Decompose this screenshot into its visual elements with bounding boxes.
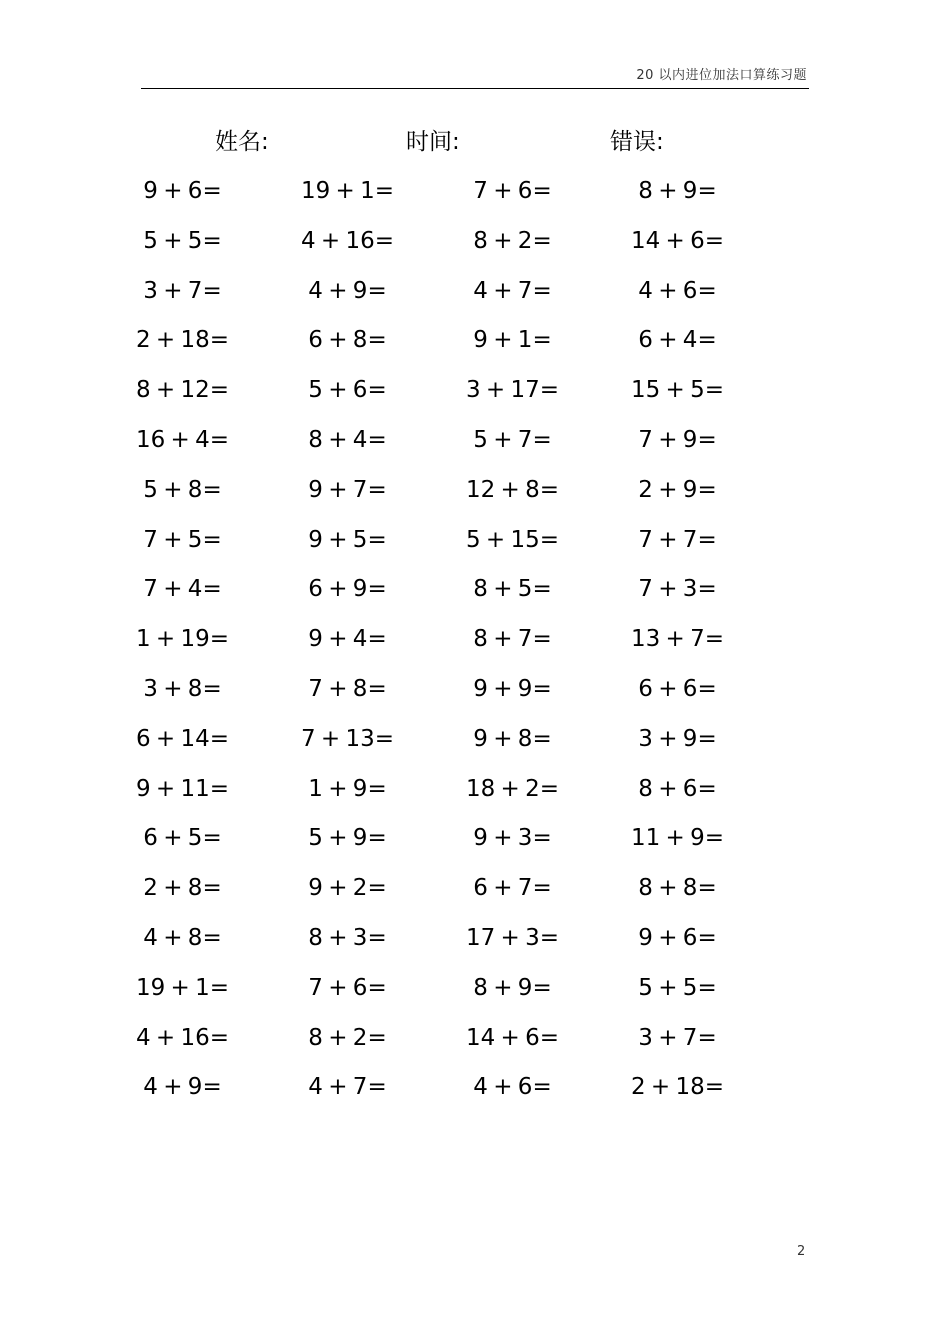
math-problem: 5 + 6= [308, 377, 387, 404]
header-divider [141, 88, 809, 89]
math-problem: 3 + 8= [143, 675, 222, 702]
math-problem: 1 + 9= [308, 775, 387, 802]
math-problem: 7 + 13= [300, 725, 395, 752]
math-problem: 8 + 7= [473, 626, 552, 653]
math-problem: 6 + 5= [143, 825, 222, 852]
math-problem: 9 + 3= [473, 825, 552, 852]
math-problem: 9 + 5= [308, 526, 387, 553]
math-problem: 4 + 9= [143, 1074, 222, 1101]
math-problem: 7 + 3= [638, 576, 717, 603]
name-label: 姓名: [215, 129, 269, 155]
math-problem: 7 + 5= [143, 526, 222, 553]
math-problem: 12 + 8= [465, 476, 560, 503]
math-problem: 6 + 4= [638, 327, 717, 354]
math-problem: 5 + 8= [143, 476, 222, 503]
math-problem: 1 + 19= [135, 626, 230, 653]
math-problem: 3 + 7= [638, 1024, 717, 1051]
math-problem: 4 + 9= [308, 277, 387, 304]
math-problem: 3 + 9= [638, 725, 717, 752]
math-problem: 9 + 11= [135, 775, 230, 802]
math-problem: 7 + 6= [473, 178, 552, 204]
math-problem: 6 + 9= [308, 576, 387, 603]
math-problem: 2 + 8= [143, 875, 222, 902]
math-problem: 8 + 5= [473, 576, 552, 603]
student-info-row [0, 124, 950, 160]
math-problem: 9 + 7= [308, 476, 387, 503]
math-problem: 2 + 9= [638, 476, 717, 503]
math-problem: 14 + 6= [465, 1024, 560, 1051]
math-problem: 8 + 9= [473, 974, 552, 1001]
math-problem: 5 + 5= [638, 974, 717, 1001]
math-problem: 6 + 8= [308, 327, 387, 354]
math-problem: 4 + 16= [135, 1024, 230, 1051]
math-problem: 9 + 4= [308, 626, 387, 653]
math-problem: 9 + 9= [473, 675, 552, 702]
math-problem: 7 + 8= [308, 675, 387, 702]
math-problem: 9 + 6= [638, 924, 717, 951]
math-problem: 8 + 6= [638, 775, 717, 802]
math-problem: 2 + 18= [630, 1074, 725, 1101]
math-problem: 8 + 8= [638, 875, 717, 902]
math-problem: 19 + 1= [300, 178, 395, 204]
math-problem: 5 + 7= [473, 426, 552, 453]
math-problem: 3 + 7= [143, 277, 222, 304]
math-problem: 4 + 7= [473, 277, 552, 304]
math-problem: 2 + 18= [135, 327, 230, 354]
math-problem: 8 + 2= [473, 227, 552, 254]
math-problem: 9 + 6= [143, 178, 222, 204]
math-problem: 4 + 6= [473, 1074, 552, 1101]
math-problem: 9 + 2= [308, 875, 387, 902]
math-problem: 17 + 3= [465, 924, 560, 951]
math-problem: 9 + 8= [473, 725, 552, 752]
math-problem: 3 + 17= [465, 377, 560, 404]
math-problem: 16 + 4= [135, 426, 230, 453]
math-problem: 4 + 7= [308, 1074, 387, 1101]
math-problem: 4 + 6= [638, 277, 717, 304]
math-problem: 15 + 5= [630, 377, 725, 404]
math-problem: 11 + 9= [630, 825, 725, 852]
math-problem: 7 + 9= [638, 426, 717, 453]
math-problem: 9 + 1= [473, 327, 552, 354]
time-label: 时间: [406, 129, 460, 155]
math-problem: 4 + 8= [143, 924, 222, 951]
math-problem: 4 + 16= [300, 227, 395, 254]
math-problem: 18 + 2= [465, 775, 560, 802]
page-number: 2 [797, 1244, 806, 1259]
problem-grid [100, 173, 800, 1119]
math-problem: 6 + 6= [638, 675, 717, 702]
errors-label: 错误: [610, 129, 664, 155]
math-problem: 7 + 7= [638, 526, 717, 553]
math-problem: 5 + 15= [465, 526, 560, 553]
math-problem: 8 + 4= [308, 426, 387, 453]
math-problem: 6 + 14= [135, 725, 230, 752]
math-problem: 7 + 4= [143, 576, 222, 603]
math-problem: 5 + 5= [143, 227, 222, 254]
math-problem: 8 + 12= [135, 377, 230, 404]
math-problem: 8 + 9= [638, 178, 717, 204]
math-problem: 5 + 9= [308, 825, 387, 852]
math-problem: 14 + 6= [630, 227, 725, 254]
header-title: 20 以内进位加法口算练习题 [636, 68, 807, 83]
math-problem: 19 + 1= [135, 974, 230, 1001]
math-problem: 8 + 3= [308, 924, 387, 951]
math-problem: 8 + 2= [308, 1024, 387, 1051]
math-problem: 6 + 7= [473, 875, 552, 902]
math-problem: 13 + 7= [630, 626, 725, 653]
math-problem: 7 + 6= [308, 974, 387, 1001]
